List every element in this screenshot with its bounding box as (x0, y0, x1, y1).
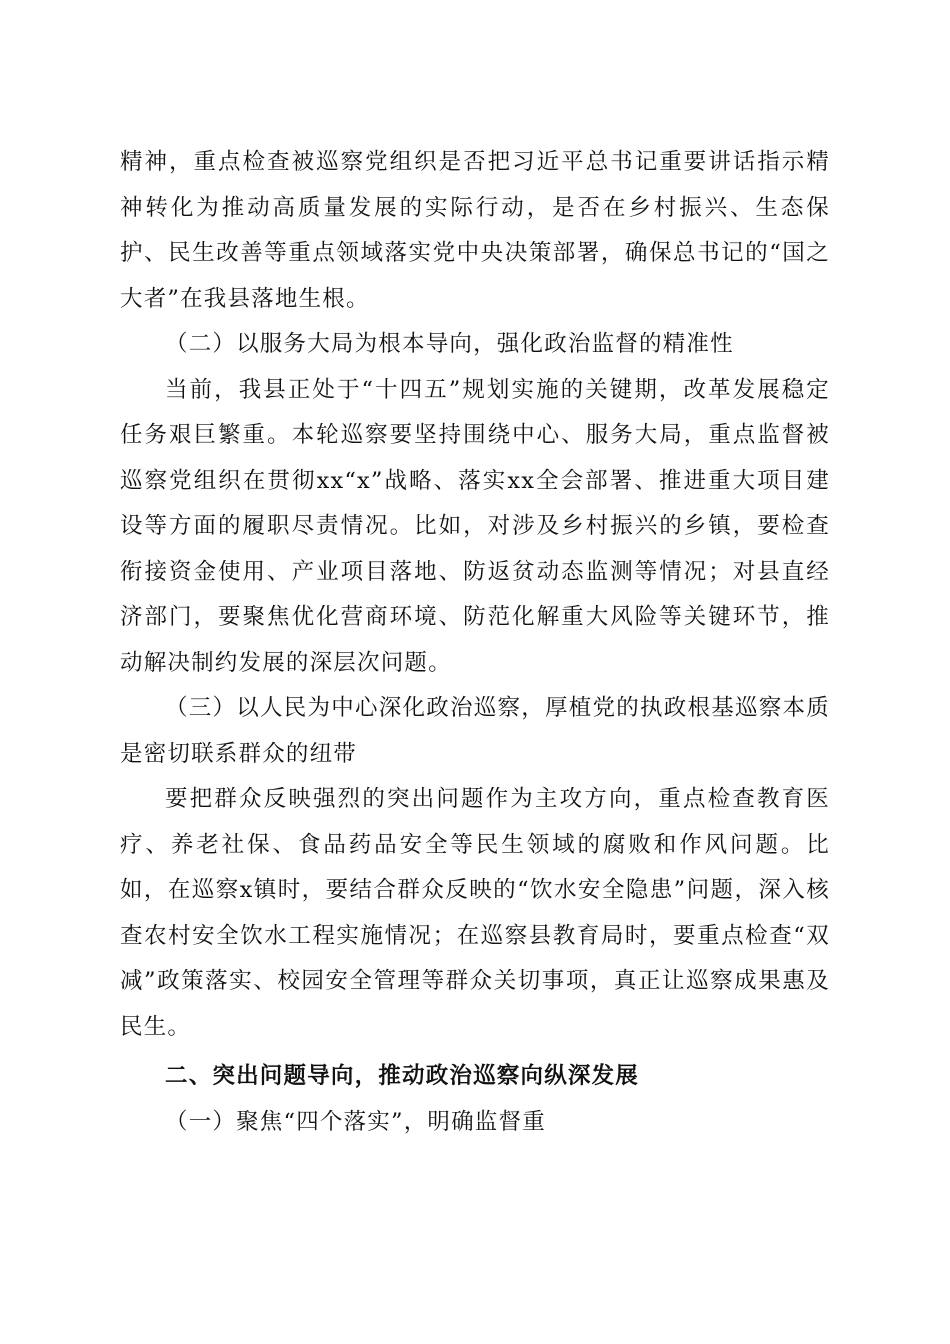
paragraph-body: 当前，我县正处于“十四五”规划实施的关键期，改革发展稳定任务艰巨繁重。本轮巡察要坚持围绕中心、服务大局，重点监督被巡察党组织在贯彻xx“x”战略、落实xx全会部署、推进重大项目建设等方面的履职尽责情况。比如，对涉及乡村振兴的乡镇，要检查衔接资金使用、产业项目落地、防返贫动态监测等情况；对县直经济部门，要聚焦优化营商环境、防范化解重大风险等关键环节，推动解决制约发展的深层次问题。 (120, 376, 830, 676)
paragraph-body-continued: 精神，重点检查被巡察党组织是否把习近平总书记重要讲话指示精神转化为推动高质量发展的实际行动，是否在乡村振兴、生态保护、民生改善等重点领域落实党中央决策部署，确保总书记的“国之大者”在我县落地生根。 (120, 149, 830, 312)
subheading-1: （一）聚焦“四个落实”，明确监督重 (165, 1108, 546, 1135)
document-body (120, 140, 830, 1145)
section-heading-2: 二、突出问题导向，推动政治巡察向纵深发展 (165, 1063, 640, 1089)
paragraph-body: 要把群众反映强烈的突出问题作为主攻方向，重点检查教育医疗、养老社保、食品药品安全等民生领域的腐败和作风问题。比如，在巡察x镇时，要结合群众反映的“饮水安全隐患”问题，深入核查农村安全饮水工程实施情况；在巡察县教育局时，要重点检查“双减”政策落实、校园安全管理等群众关切事项，真正让巡察成果惠及民生。 (120, 786, 830, 1040)
subheading-2: （二）以服务大局为根本导向，强化政治监督的精准性 (165, 331, 734, 357)
subheading-3: （三）以人民为中心深化政治巡察，厚植党的执政根基巡察本质是密切联系群众的纽带 (120, 695, 830, 767)
